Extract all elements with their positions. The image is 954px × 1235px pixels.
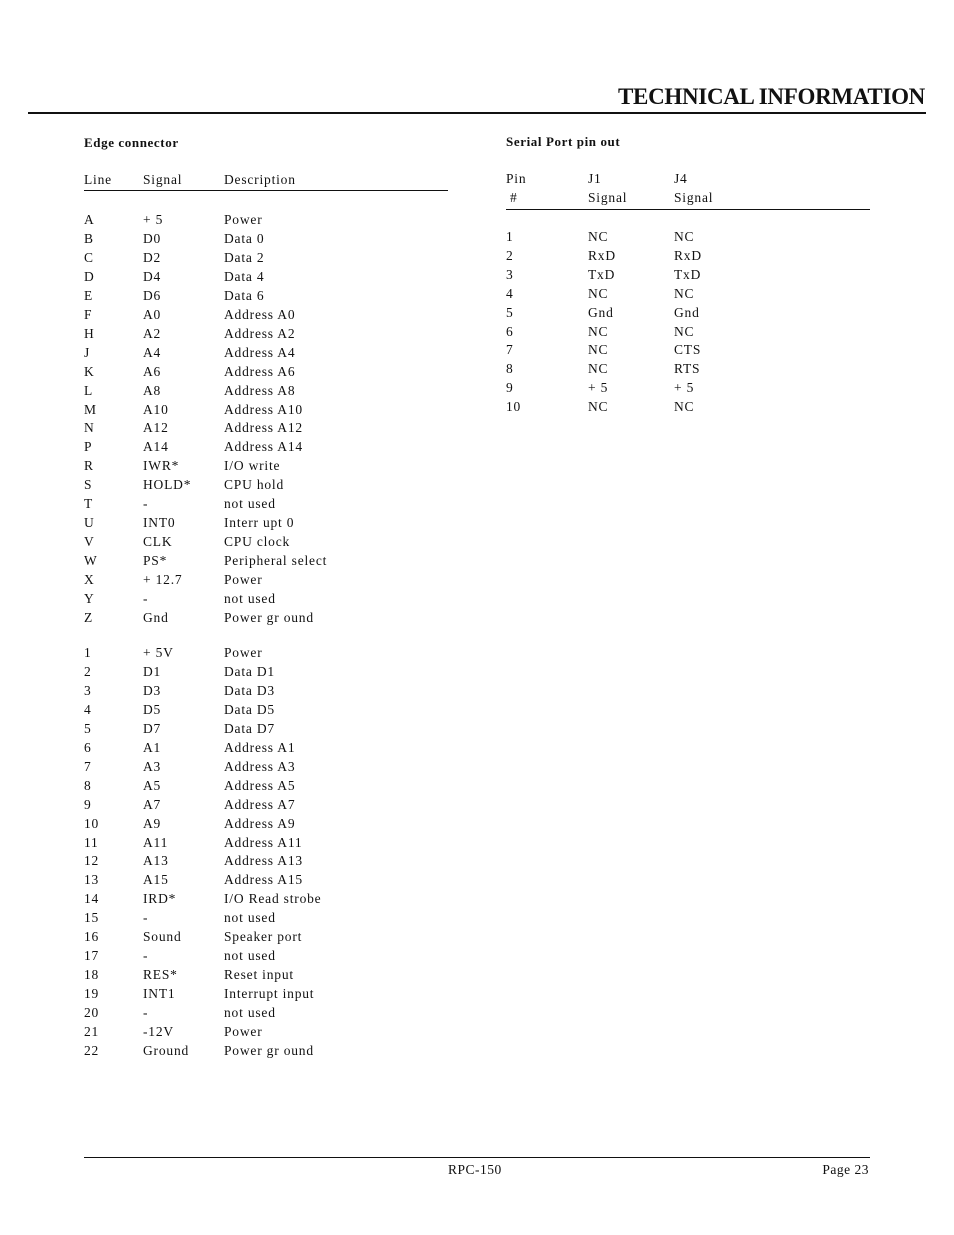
description-cell: Data D5 bbox=[224, 701, 275, 717]
description-cell: Speaker port bbox=[224, 929, 303, 945]
signal-cell: - bbox=[143, 591, 149, 606]
line-cell: D bbox=[84, 268, 95, 284]
j4-signal-cell: TxD bbox=[674, 266, 702, 282]
footer-model: RPC-150 bbox=[448, 1162, 502, 1177]
signal-cell: INT0 bbox=[143, 515, 176, 531]
description-cell: I/O write bbox=[224, 458, 281, 474]
pin-cell: 5 bbox=[506, 304, 514, 320]
line-cell: 4 bbox=[84, 701, 92, 717]
line-cell: 15 bbox=[84, 910, 100, 926]
line-cell: 19 bbox=[84, 986, 100, 1002]
line-cell: S bbox=[84, 477, 93, 493]
j4-signal-cell: RxD bbox=[674, 247, 702, 263]
description-cell: Power bbox=[224, 1024, 263, 1039]
line-cell: C bbox=[84, 249, 94, 265]
line-cell: N bbox=[84, 420, 95, 436]
description-cell: Address A3 bbox=[224, 758, 296, 774]
description-cell: Address A5 bbox=[224, 777, 296, 793]
pin-cell: 2 bbox=[506, 247, 514, 263]
line-cell: Z bbox=[84, 609, 94, 625]
signal-cell: - bbox=[143, 496, 149, 512]
j1-signal-cell: NC bbox=[588, 399, 609, 415]
description-cell: Address A12 bbox=[224, 420, 303, 436]
pin-cell: 6 bbox=[506, 323, 514, 339]
line-cell: 16 bbox=[84, 929, 100, 945]
description-cell: Power bbox=[224, 212, 263, 227]
line-cell: A bbox=[84, 212, 95, 227]
line-cell: 22 bbox=[84, 1042, 100, 1058]
signal-cell: A13 bbox=[143, 853, 169, 869]
description-cell: not used bbox=[224, 948, 276, 964]
j4-signal-cell: Gnd bbox=[674, 304, 700, 320]
signal-cell: CLK bbox=[143, 534, 173, 550]
signal-cell: -12V bbox=[143, 1024, 174, 1039]
serial-col-j4-subheader: Signal bbox=[674, 190, 714, 205]
line-cell: 8 bbox=[84, 777, 92, 793]
pin-cell: 9 bbox=[506, 380, 514, 396]
line-cell: U bbox=[84, 515, 95, 531]
serial-col-pin-header: Pin bbox=[506, 171, 527, 186]
signal-cell: PS* bbox=[143, 553, 168, 569]
description-cell: Address A15 bbox=[224, 872, 303, 888]
line-cell: K bbox=[84, 363, 95, 379]
line-cell: T bbox=[84, 496, 94, 512]
signal-cell: IWR* bbox=[143, 458, 180, 474]
description-cell: Address A0 bbox=[224, 306, 296, 322]
j1-signal-cell: TxD bbox=[588, 266, 616, 282]
signal-cell: A8 bbox=[143, 382, 162, 398]
pin-cell: 10 bbox=[506, 399, 522, 415]
line-cell: 6 bbox=[84, 739, 92, 755]
line-cell: 14 bbox=[84, 891, 100, 907]
description-cell: Address A11 bbox=[224, 834, 303, 850]
signal-cell: - bbox=[143, 910, 149, 926]
line-cell: R bbox=[84, 458, 94, 474]
signal-cell: A6 bbox=[143, 363, 162, 379]
line-cell: 17 bbox=[84, 948, 100, 964]
edge-connector-title: Edge connector bbox=[84, 135, 179, 150]
line-cell: 3 bbox=[84, 682, 92, 698]
j4-signal-cell: RTS bbox=[674, 361, 701, 377]
serial-header-divider bbox=[506, 209, 870, 210]
line-cell: 11 bbox=[84, 834, 99, 850]
j4-signal-cell: NC bbox=[674, 285, 695, 301]
line-cell: E bbox=[84, 287, 94, 303]
edge-header-divider bbox=[84, 190, 448, 191]
j4-signal-cell: + 5 bbox=[674, 380, 695, 396]
line-cell: V bbox=[84, 534, 95, 550]
description-cell: Data 6 bbox=[224, 287, 265, 303]
line-cell: P bbox=[84, 439, 93, 455]
signal-cell: A12 bbox=[143, 420, 169, 436]
line-cell: F bbox=[84, 306, 93, 322]
signal-cell: A15 bbox=[143, 872, 169, 888]
description-cell: Data D7 bbox=[224, 720, 275, 736]
signal-cell: INT1 bbox=[143, 986, 176, 1002]
description-cell: not used bbox=[224, 591, 276, 606]
line-cell: B bbox=[84, 230, 94, 246]
line-cell: 1 bbox=[84, 645, 92, 660]
description-cell: Data D1 bbox=[224, 663, 275, 679]
page-title: TECHNICAL INFORMATION bbox=[618, 84, 925, 109]
pin-cell: 4 bbox=[506, 285, 514, 301]
line-cell: 21 bbox=[84, 1024, 100, 1039]
line-cell: 12 bbox=[84, 853, 100, 869]
description-cell: Interrupt input bbox=[224, 986, 315, 1002]
signal-cell: IRD* bbox=[143, 891, 177, 907]
signal-cell: D7 bbox=[143, 720, 162, 736]
footer-page-number: Page 23 bbox=[822, 1162, 869, 1177]
j4-signal-cell: CTS bbox=[674, 342, 702, 358]
j1-signal-cell: RxD bbox=[588, 247, 616, 263]
description-cell: Peripheral select bbox=[224, 553, 328, 569]
footer-divider bbox=[84, 1157, 870, 1158]
signal-cell: A10 bbox=[143, 401, 169, 417]
j1-signal-cell: NC bbox=[588, 285, 609, 301]
signal-cell: - bbox=[143, 1005, 149, 1021]
line-cell: L bbox=[84, 382, 94, 398]
description-cell: Address A6 bbox=[224, 363, 296, 379]
signal-cell: A14 bbox=[143, 439, 169, 455]
pin-cell: 1 bbox=[506, 229, 514, 244]
line-cell: 9 bbox=[84, 796, 92, 812]
description-cell: not used bbox=[224, 910, 276, 926]
description-cell: Data 4 bbox=[224, 268, 265, 284]
description-cell: Address A7 bbox=[224, 796, 296, 812]
description-cell: Data 0 bbox=[224, 230, 265, 246]
serial-col-j1-subheader: Signal bbox=[588, 190, 628, 205]
description-cell: Power gr ound bbox=[224, 609, 314, 625]
line-cell: X bbox=[84, 572, 95, 588]
signal-cell: D5 bbox=[143, 701, 162, 717]
signal-cell: A0 bbox=[143, 306, 162, 322]
description-cell: not used bbox=[224, 1005, 276, 1021]
edge-col-description-header: Description bbox=[224, 172, 296, 187]
signal-cell: D0 bbox=[143, 230, 162, 246]
line-cell: M bbox=[84, 401, 97, 417]
description-cell: Power bbox=[224, 572, 263, 588]
signal-cell: A9 bbox=[143, 815, 162, 831]
line-cell: 7 bbox=[84, 758, 92, 774]
line-cell: 18 bbox=[84, 967, 100, 983]
description-cell: Data 2 bbox=[224, 249, 265, 265]
j4-signal-cell: NC bbox=[674, 323, 695, 339]
signal-cell: A4 bbox=[143, 344, 162, 360]
signal-cell: D4 bbox=[143, 268, 162, 284]
pin-cell: 8 bbox=[506, 361, 514, 377]
description-cell: CPU clock bbox=[224, 534, 291, 550]
header-divider bbox=[28, 112, 926, 114]
signal-cell: A7 bbox=[143, 796, 162, 812]
signal-cell: D2 bbox=[143, 249, 162, 265]
line-cell: W bbox=[84, 553, 98, 569]
description-cell: Address A9 bbox=[224, 815, 296, 831]
description-cell: Power bbox=[224, 645, 263, 660]
pin-cell: 3 bbox=[506, 266, 514, 282]
description-cell: I/O Read strobe bbox=[224, 891, 322, 907]
signal-cell: A11 bbox=[143, 834, 169, 850]
description-cell: Reset input bbox=[224, 967, 294, 983]
description-cell: Address A2 bbox=[224, 325, 296, 341]
signal-cell: + 12.7 bbox=[143, 572, 183, 588]
signal-cell: A1 bbox=[143, 739, 162, 755]
signal-cell: A2 bbox=[143, 325, 162, 341]
line-cell: J bbox=[84, 344, 91, 360]
line-cell: H bbox=[84, 325, 95, 341]
edge-col-line-header: Line bbox=[84, 172, 112, 187]
j1-signal-cell: NC bbox=[588, 229, 609, 244]
signal-cell: + 5 bbox=[143, 212, 164, 227]
description-cell: Address A13 bbox=[224, 853, 303, 869]
serial-port-title: Serial Port pin out bbox=[506, 134, 621, 149]
description-cell: Power gr ound bbox=[224, 1042, 314, 1058]
line-cell: 20 bbox=[84, 1005, 100, 1021]
edge-col-signal-header: Signal bbox=[143, 172, 183, 187]
serial-col-pin-subheader: # bbox=[510, 190, 518, 205]
description-cell: Interr upt 0 bbox=[224, 515, 295, 531]
description-cell: Address A8 bbox=[224, 382, 296, 398]
description-cell: Address A1 bbox=[224, 739, 296, 755]
signal-cell: D3 bbox=[143, 682, 162, 698]
signal-cell: D6 bbox=[143, 287, 162, 303]
description-cell: Address A10 bbox=[224, 401, 303, 417]
signal-cell: RES* bbox=[143, 967, 178, 983]
signal-cell: HOLD* bbox=[143, 477, 192, 493]
signal-cell: A3 bbox=[143, 758, 162, 774]
signal-cell: Gnd bbox=[143, 609, 169, 625]
signal-cell: Sound bbox=[143, 929, 182, 945]
description-cell: CPU hold bbox=[224, 477, 285, 493]
line-cell: 2 bbox=[84, 663, 92, 679]
j4-signal-cell: NC bbox=[674, 229, 695, 244]
serial-col-j4-header: J4 bbox=[674, 171, 688, 186]
description-cell: Address A4 bbox=[224, 344, 296, 360]
line-cell: 5 bbox=[84, 720, 92, 736]
line-cell: 13 bbox=[84, 872, 100, 888]
signal-cell: Ground bbox=[143, 1042, 190, 1058]
j1-signal-cell: NC bbox=[588, 323, 609, 339]
signal-cell: D1 bbox=[143, 663, 162, 679]
description-cell: not used bbox=[224, 496, 276, 512]
j1-signal-cell: NC bbox=[588, 361, 609, 377]
line-cell: Y bbox=[84, 591, 95, 606]
j1-signal-cell: Gnd bbox=[588, 304, 614, 320]
serial-col-j1-header: J1 bbox=[588, 171, 602, 186]
j1-signal-cell: + 5 bbox=[588, 380, 609, 396]
j1-signal-cell: NC bbox=[588, 342, 609, 358]
signal-cell: - bbox=[143, 948, 149, 964]
j4-signal-cell: NC bbox=[674, 399, 695, 415]
signal-cell: A5 bbox=[143, 777, 162, 793]
description-cell: Address A14 bbox=[224, 439, 303, 455]
signal-cell: + 5V bbox=[143, 645, 174, 660]
line-cell: 10 bbox=[84, 815, 100, 831]
description-cell: Data D3 bbox=[224, 682, 275, 698]
pin-cell: 7 bbox=[506, 342, 514, 358]
